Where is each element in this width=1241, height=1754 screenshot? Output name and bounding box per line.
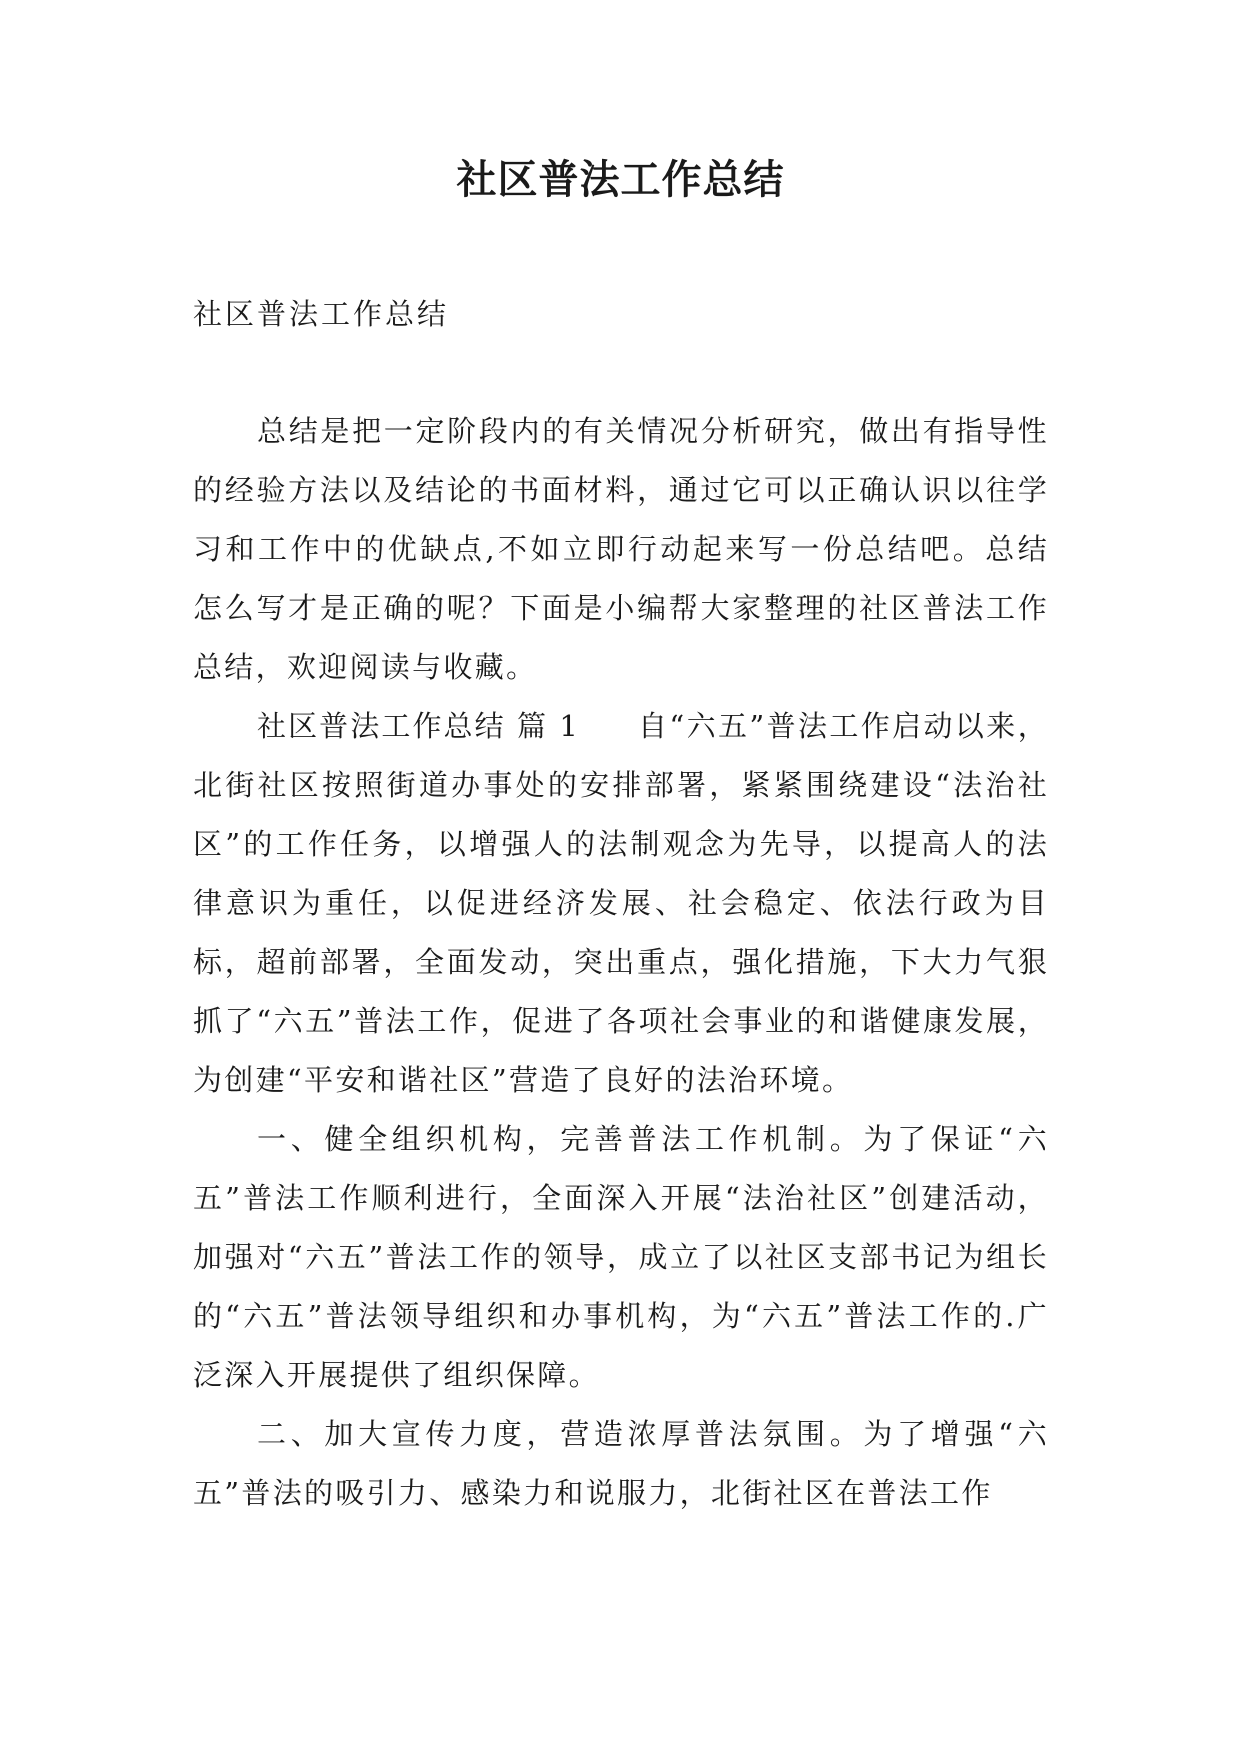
document-subtitle: 社区普法工作总结	[193, 297, 450, 331]
document-title: 社区普法工作总结	[456, 157, 785, 203]
point-two-paragraph: 二、加大宣传力度，营造浓厚普法氛围。为了增强“六五”普法的吸引力、感染力和说服力，北街社区在普法工作	[193, 1417, 1049, 1510]
section-paragraph	[193, 697, 1049, 1110]
intro-paragraph: 总结是把一定阶段内的有关情况分析研究，做出有指导性的经验方法以及结论的书面材料，通过它可以正确认识以往学习和工作中的优缺点,不如立即行动起来写一份总结吧。总结怎么写才是正确的呢？下面是小编帮大家整理的社区普法工作总结，欢迎阅读与收藏。	[193, 414, 1049, 684]
section-heading: 社区普法工作总结 篇 1	[257, 709, 580, 743]
document-body	[193, 402, 1049, 1523]
point-one-paragraph: 一、健全组织机构，完善普法工作机制。为了保证“六五”普法工作顺利进行，全面深入开展“法治社区”创建活动，加强对“六五”普法工作的领导，成立了以社区支部书记为组长的“六五”普法领导组织和办事机构，为“六五”普法工作的.广泛深入开展提供了组织保障。	[193, 1122, 1049, 1392]
section-body: 自“六五”普法工作启动以来，北街社区按照街道办事处的安排部署，紧紧围绕建设“法治社区”的工作任务，以增强人的法制观念为先导，以提高人的法律意识为重任，以促进经济发展、社会稳定、依法行政为目标，超前部署，全面发动，突出重点，强化措施，下大力气狠抓了“六五”普法工作，促进了各项社会事业的和谐健康发展，为创建“平安和谐社区”营造了良好的法治环境。	[193, 709, 1050, 1097]
